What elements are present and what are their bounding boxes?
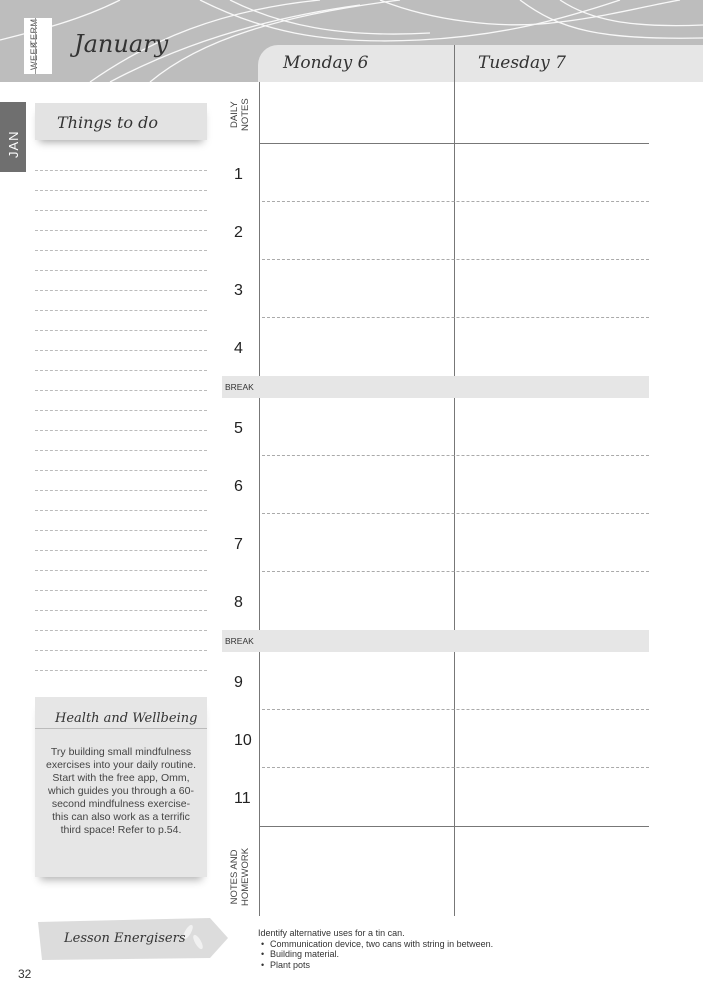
notes-top-rule [259, 826, 649, 827]
todo-writing-line [35, 310, 207, 311]
period-separator [262, 455, 649, 456]
todo-writing-line [35, 410, 207, 411]
todo-writing-line [35, 190, 207, 191]
notes-homework-label-line1: NOTES AND [229, 849, 240, 905]
todo-writing-line [35, 510, 207, 511]
period-separator [262, 513, 649, 514]
daily-notes-label [229, 98, 251, 131]
period-separator [262, 571, 649, 572]
break-band-1 [222, 376, 649, 398]
todo-writing-line [35, 590, 207, 591]
todo-title: Things to do [57, 113, 158, 132]
period-number: 3 [234, 282, 243, 299]
todo-writing-line [35, 290, 207, 291]
todo-writing-line [35, 230, 207, 231]
break-band-2 [222, 630, 649, 652]
lesson-energisers-text [258, 928, 698, 970]
health-wellbeing-text: Try building small mindfulness exercises into your daily routine. Start with the free app, Omm, which guides you through a 60-second mindfulness exercise- this can also work as a terrific third space! Refer to p.54. [46, 746, 196, 836]
todo-writing-line [35, 390, 207, 391]
todo-writing-line [35, 550, 207, 551]
break-label-1: BREAK [225, 382, 254, 392]
period-number: 8 [234, 594, 243, 611]
todo-writing-line [35, 610, 207, 611]
lesson-item: • Plant pots [270, 960, 698, 971]
day-column-divider [454, 45, 455, 916]
period-separator [262, 201, 649, 202]
todo-writing-line [35, 270, 207, 271]
lesson-item: • Building material. [270, 949, 698, 960]
period-number: 1 [234, 166, 243, 183]
lesson-energisers-title: Lesson Energisers [64, 931, 186, 946]
todo-writing-line [35, 210, 207, 211]
lesson-intro: Identify alternative uses for a tin can. [258, 928, 405, 938]
todo-writing-line [35, 170, 207, 171]
todo-writing-line [35, 250, 207, 251]
period-number: 9 [234, 674, 243, 691]
todo-writing-line [35, 630, 207, 631]
todo-writing-line [35, 490, 207, 491]
period-separator [262, 259, 649, 260]
term-label: TERM [29, 18, 39, 46]
month-side-tab-label: JAN [6, 130, 21, 158]
period-number: 5 [234, 420, 243, 437]
month-side-tab[interactable] [0, 102, 26, 172]
label-column-divider [259, 82, 260, 916]
todo-writing-line [35, 330, 207, 331]
period-number: 7 [234, 536, 243, 553]
lesson-item: • Communication device, two cans with string in between. [270, 939, 698, 950]
period-number: 10 [234, 732, 252, 749]
todo-writing-line [35, 650, 207, 651]
notes-homework-label [229, 848, 251, 906]
daily-notes-label-line1: DAILY [229, 101, 240, 129]
term-week-box [24, 18, 52, 74]
todo-writing-line [35, 430, 207, 431]
period-number: 6 [234, 478, 243, 495]
health-wellbeing-title: Health and Wellbeing [55, 711, 198, 726]
day-monday-label: Monday 6 [283, 53, 369, 73]
period-number: 11 [234, 790, 251, 807]
todo-writing-line [35, 570, 207, 571]
todo-writing-line [35, 670, 207, 671]
todo-writing-line [35, 470, 207, 471]
lesson-items [258, 939, 698, 971]
todo-writing-line [35, 530, 207, 531]
todo-writing-line [35, 450, 207, 451]
term-week-divider [35, 18, 36, 74]
health-title-rule [35, 728, 207, 729]
period-separator [262, 317, 649, 318]
period-number: 2 [234, 224, 243, 241]
month-title: January [74, 30, 169, 58]
week-label: WEEK [29, 41, 39, 70]
todo-writing-line [35, 350, 207, 351]
todo-writing-line [35, 370, 207, 371]
day-tuesday-label: Tuesday 7 [478, 53, 566, 73]
page-number: 32 [18, 967, 32, 981]
period-separator [262, 767, 649, 768]
period-separator [262, 709, 649, 710]
notes-homework-label-line2: HOMEWORK [240, 847, 251, 906]
break-label-2: BREAK [225, 636, 254, 646]
period-number: 4 [234, 340, 243, 357]
daily-notes-bottom-rule [259, 143, 649, 144]
daily-notes-label-line2: NOTES [240, 98, 251, 131]
